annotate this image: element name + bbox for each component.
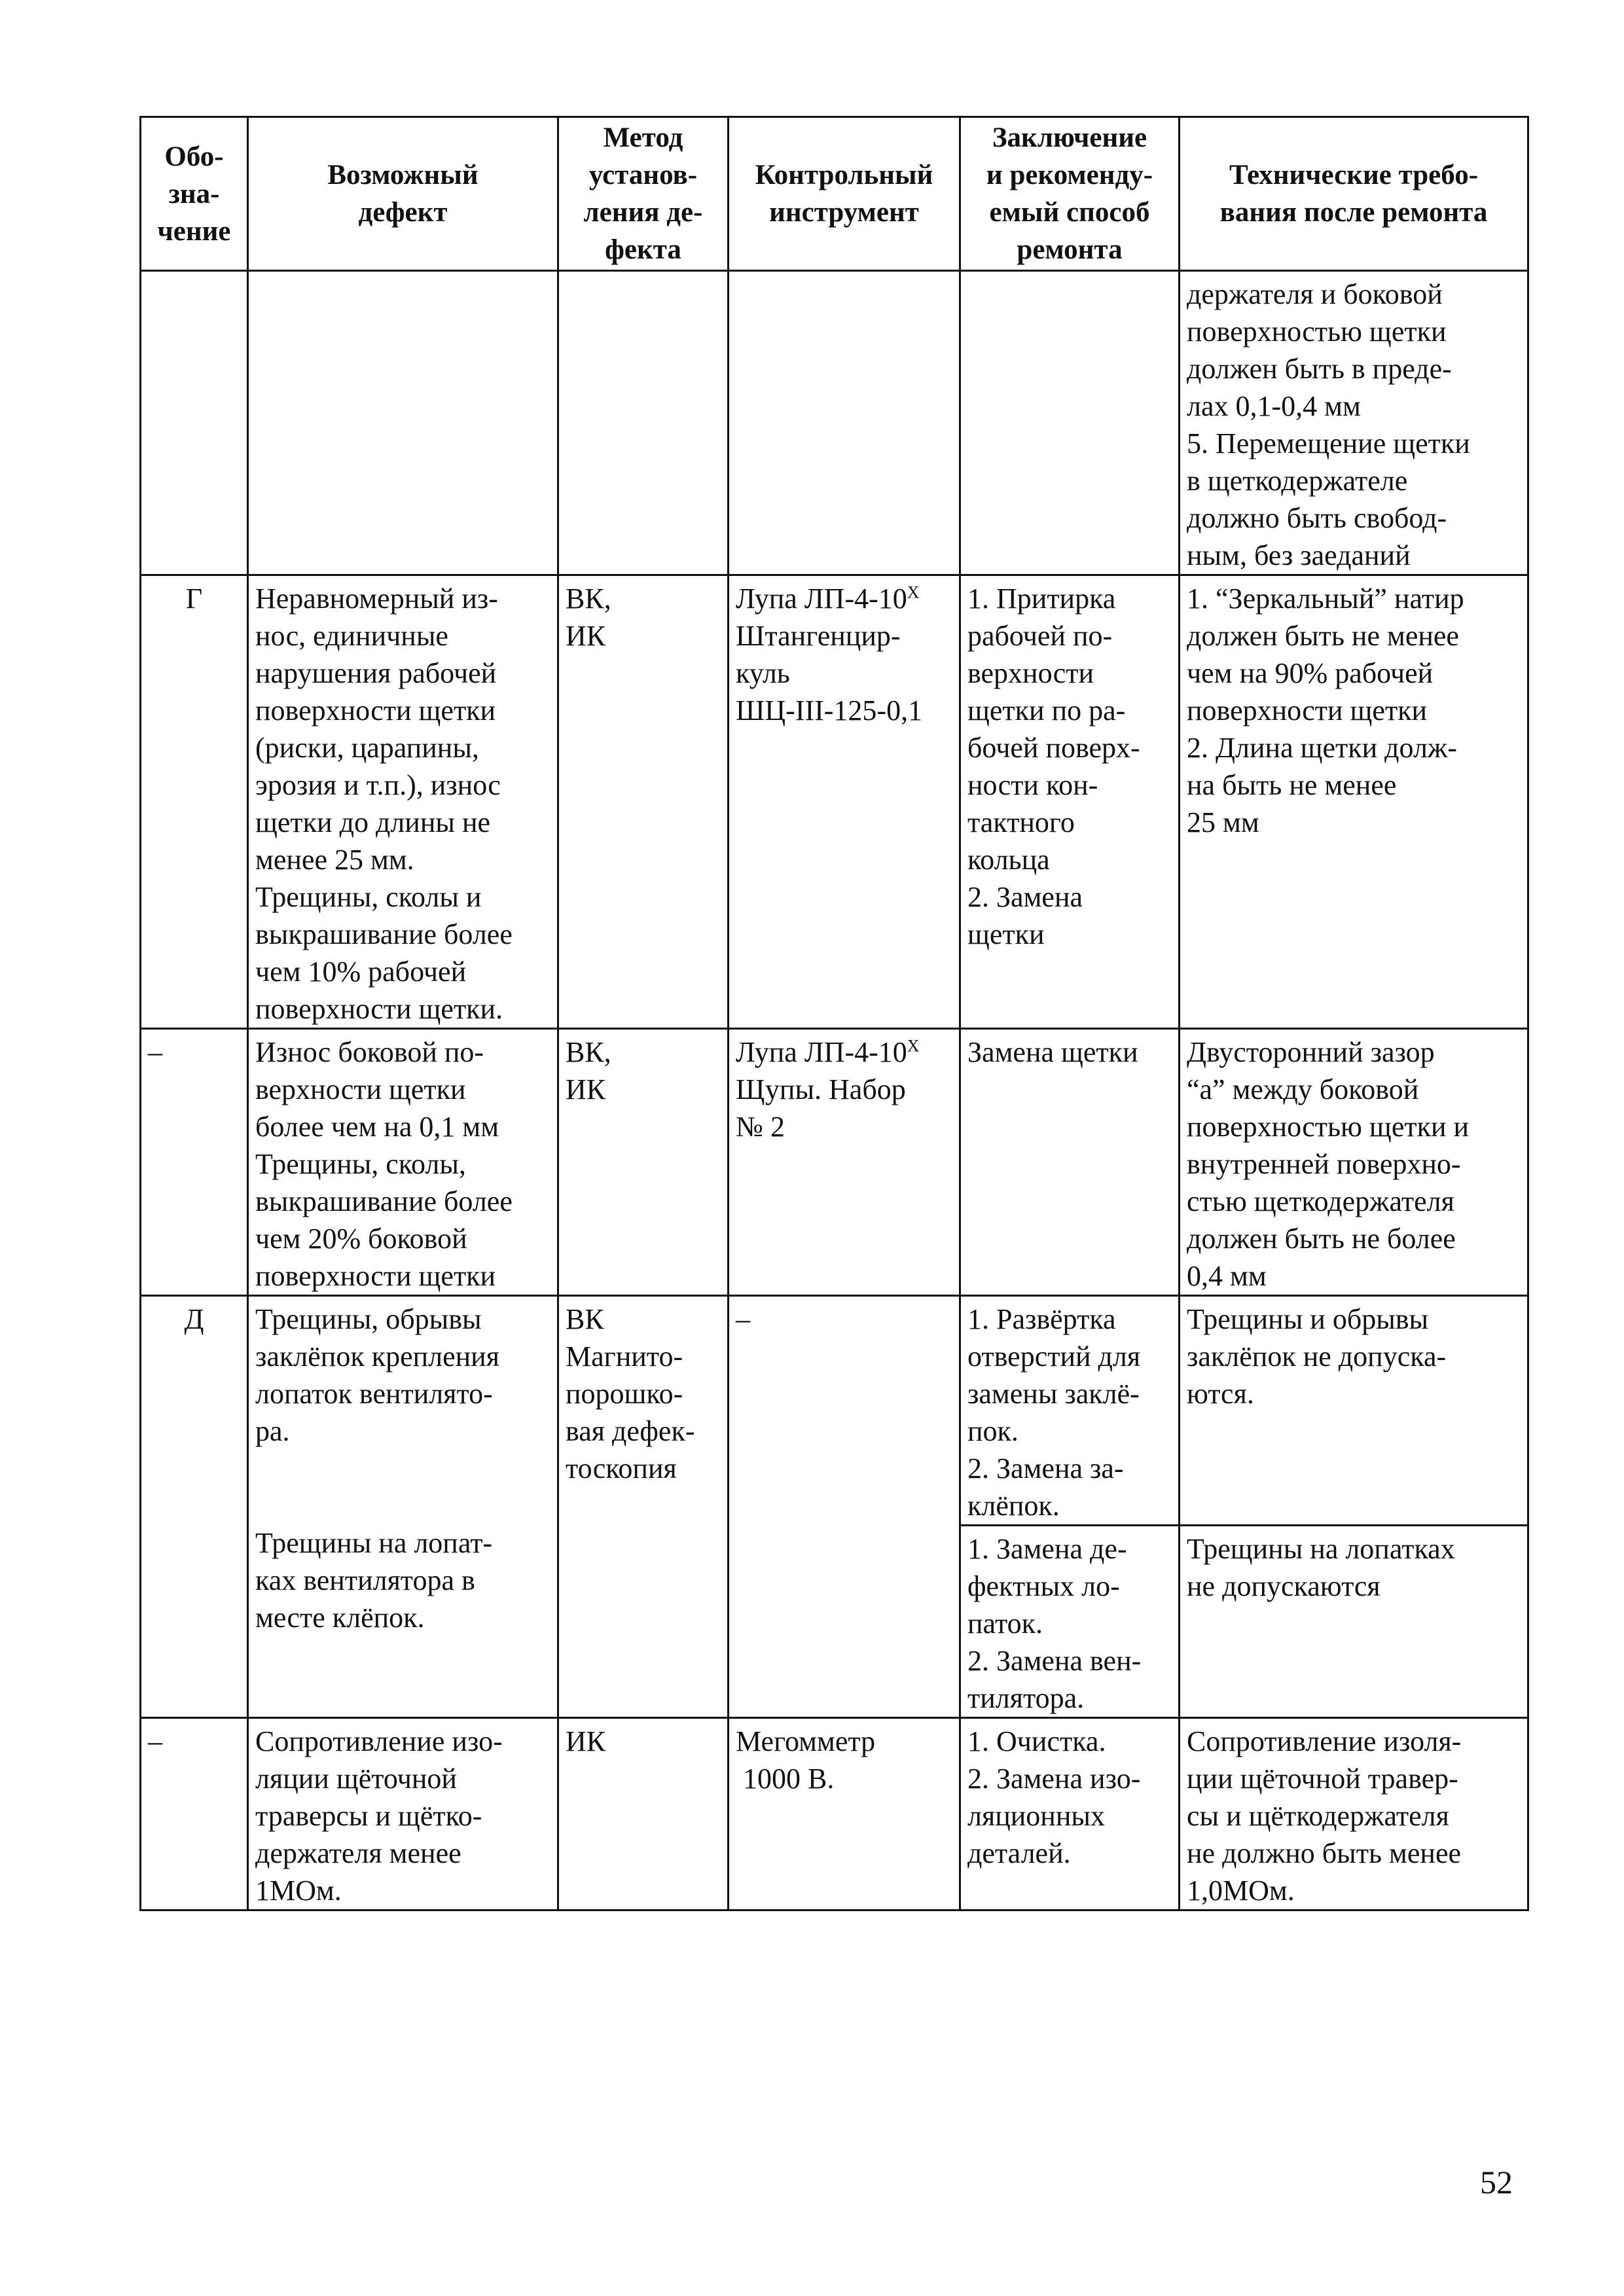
header-defect: Возможный дефект [248, 117, 558, 271]
table-row [141, 1296, 1528, 1526]
cell-requirements: Трещины на лопатках не допускаются [1180, 1526, 1528, 1718]
cell-tool: Мегомметр 1000 В. [729, 1718, 960, 1910]
cell-repair [960, 271, 1180, 575]
cell-repair: Замена щетки [960, 1029, 1180, 1296]
page-number: 52 [1480, 2164, 1513, 2200]
cell-code [141, 271, 248, 575]
header-designation: Обо- зна- чение [141, 117, 248, 271]
cell-requirements: Двусторонний зазор “а” между боковой поверхностью щетки и внутренней поверхно- стью щеткодержателя должен быть не более 0,4 мм [1180, 1029, 1528, 1296]
header-method: Метод установ- ления де- фекта [558, 117, 729, 271]
cell-code: Г [141, 575, 248, 1029]
cell-tool: – [729, 1296, 960, 1718]
header-requirements: Технические требо- вания после ремонта [1180, 117, 1528, 271]
cell-repair: 1. Замена де- фектных ло- паток. 2. Замена вен- тилятора. [960, 1526, 1180, 1718]
defects-table [139, 116, 1529, 1911]
cell-method: ВК Магнито- порошко- вая дефек- тоскопия [558, 1296, 729, 1718]
cell-defect: Износ боковой по- верхности щетки более чем на 0,1 мм Трещины, сколы, выкрашивание более чем 20% боковой поверхности щетки [248, 1029, 558, 1296]
cell-requirements: 1. “Зеркальный” натир должен быть не менее чем на 90% рабочей поверхности щетки 2. Длина щетки долж- на быть не менее 25 мм [1180, 575, 1528, 1029]
cell-repair: 1. Очистка. 2. Замена изо- ляционных деталей. [960, 1718, 1180, 1910]
table-row [141, 1029, 1528, 1296]
cell-requirements: Сопротивление изоля- ции щёточной травер- сы и щёткодержателя не должно быть менее 1,0МОм. [1180, 1718, 1528, 1910]
cell-method: ИК [558, 1718, 729, 1910]
cell-repair: 1. Притирка рабочей по- верхности щетки по ра- бочей поверх- ности кон- тактного кольца 2. Замена щетки [960, 575, 1180, 1029]
cell-defect: Трещины, обрывы заклёпок крепления лопаток вентилято- ра. Трещины на лопат- ках вентилятора в месте клёпок. [248, 1296, 558, 1718]
cell-code: – [141, 1029, 248, 1296]
cell-method: ВК, ИК [558, 575, 729, 1029]
table-row [141, 271, 1528, 575]
cell-method [558, 271, 729, 575]
cell-tool: Лупа $ЛП-4-10^X$ Щупы. Набор № 2 [729, 1029, 960, 1296]
header-repair: Заключение и рекоменду- емый способ ремонта [960, 117, 1180, 271]
cell-code: Д [141, 1296, 248, 1718]
cell-requirements: держателя и боковой поверхностью щетки должен быть в преде- лах 0,1-0,4 мм 5. Перемещение щетки в щеткодержателе должно быть свобод- ным, без заеданий [1180, 271, 1528, 575]
cell-tool [729, 271, 960, 575]
cell-tool: Лупа $ЛП-4-10^X$ Штангенцир- куль ШЦ-III-125-0,1 [729, 575, 960, 1029]
cell-defect: Неравномерный из- нос, единичные нарушения рабочей поверхности щетки (риски, царапины, эрозия и т.п.), износ щетки до длины не менее 25 мм. Трещины, сколы и выкрашивание более чем 10% рабочей поверхности щетки. [248, 575, 558, 1029]
cell-requirements: Трещины и обрывы заклёпок не допуска- ются. [1180, 1296, 1528, 1526]
cell-defect [248, 271, 558, 575]
table-row [141, 1718, 1528, 1910]
table-header-row [141, 117, 1528, 271]
cell-repair: 1. Развёртка отверстий для замены заклё- пок. 2. Замена за- клёпок. [960, 1296, 1180, 1526]
cell-code: – [141, 1718, 248, 1910]
cell-defect: Сопротивление изо- ляции щёточной траверсы и щётко- держателя менее 1МОм. [248, 1718, 558, 1910]
table-row [141, 575, 1528, 1029]
cell-method: ВК, ИК [558, 1029, 729, 1296]
header-tool: Контрольный инструмент [729, 117, 960, 271]
